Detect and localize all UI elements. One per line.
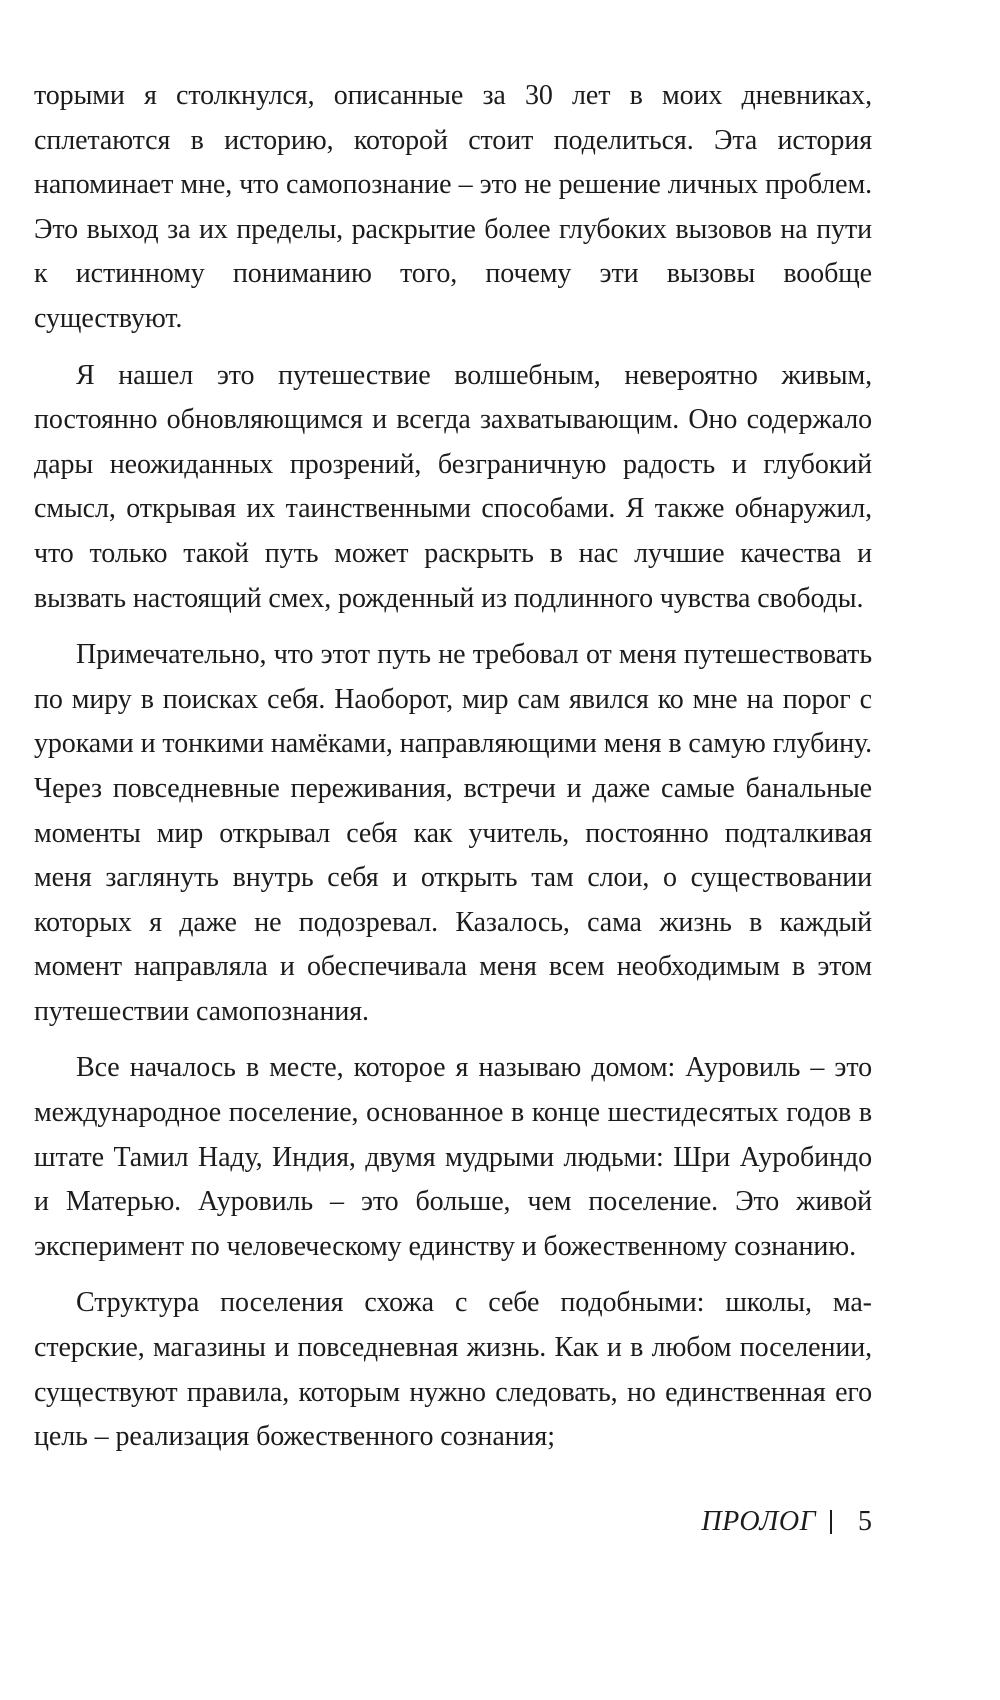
paragraph-4: Все началось в месте, которое я называю домом: Ауровиль – это международное поселение, основанное в конце шестидесятых годов в штате Тамил Наду, Индия, двумя мудрыми людьми: Шри Ауробиндо и Матерью. Ауровиль – это больше, чем поселение. Это живой эксперимент по человеческому единству и божественному сознанию. (34, 1052, 872, 1262)
running-head: ПРОЛОГ (701, 1506, 816, 1537)
page-body (34, 74, 872, 1472)
page-number: 5 (858, 1506, 872, 1537)
paragraph-5: Структура поселения схожа с себе подобными: школы, мастерские, магазины и повседневная жизнь. Как и в любом поселении, существуют правила, которым нужно следовать, но единственная его цель – реализация божественного сознания; (34, 1287, 872, 1453)
paragraph-2: Я нашел это путешествие волшебным, невероятно живым, постоянно обновляющимся и всегда захватывающим. Оно содержало дары неожиданных прозрений, безграничную радость и глубокий смысл, открывая их таинственными способами. Я также обнаружил, что только такой путь может раскрыть в нас лучшие качества и вызвать настоящий смех, рожденный из подлинного чувства свободы. (34, 359, 872, 614)
page-footer (640, 1500, 872, 1544)
paragraph-1: торыми я столкнулся, описанные за 30 лет в моих дневниках, сплетаются в историю, которой стоит поделиться. Эта история напоминает мне, что самопознание – это не решение личных проблем. Это выход за их пределы, раскрытие более глубоких вызовов на пути к истинному пониманию того, почему эти вызовы вообще существуют. (34, 80, 872, 334)
footer-separator (830, 1510, 832, 1534)
paragraph-3: Примечательно, что этот путь не требовал от меня путешествовать по миру в поисках себя. Наоборот, мир сам явился ко мне на порог с уроками и тонкими намёками, направляющими меня в самую глубину. Через повседневные переживания, встречи и даже самые банальные моменты мир открывал себя как учитель, постоянно подталкивая меня заглянуть внутрь себя и открыть там слои, о существовании которых я даже не подозревал. Казалось, сама жизнь в каждый момент направляла и обеспечивала меня всем необходимым в этом путешествии самопознания. (34, 639, 872, 1027)
